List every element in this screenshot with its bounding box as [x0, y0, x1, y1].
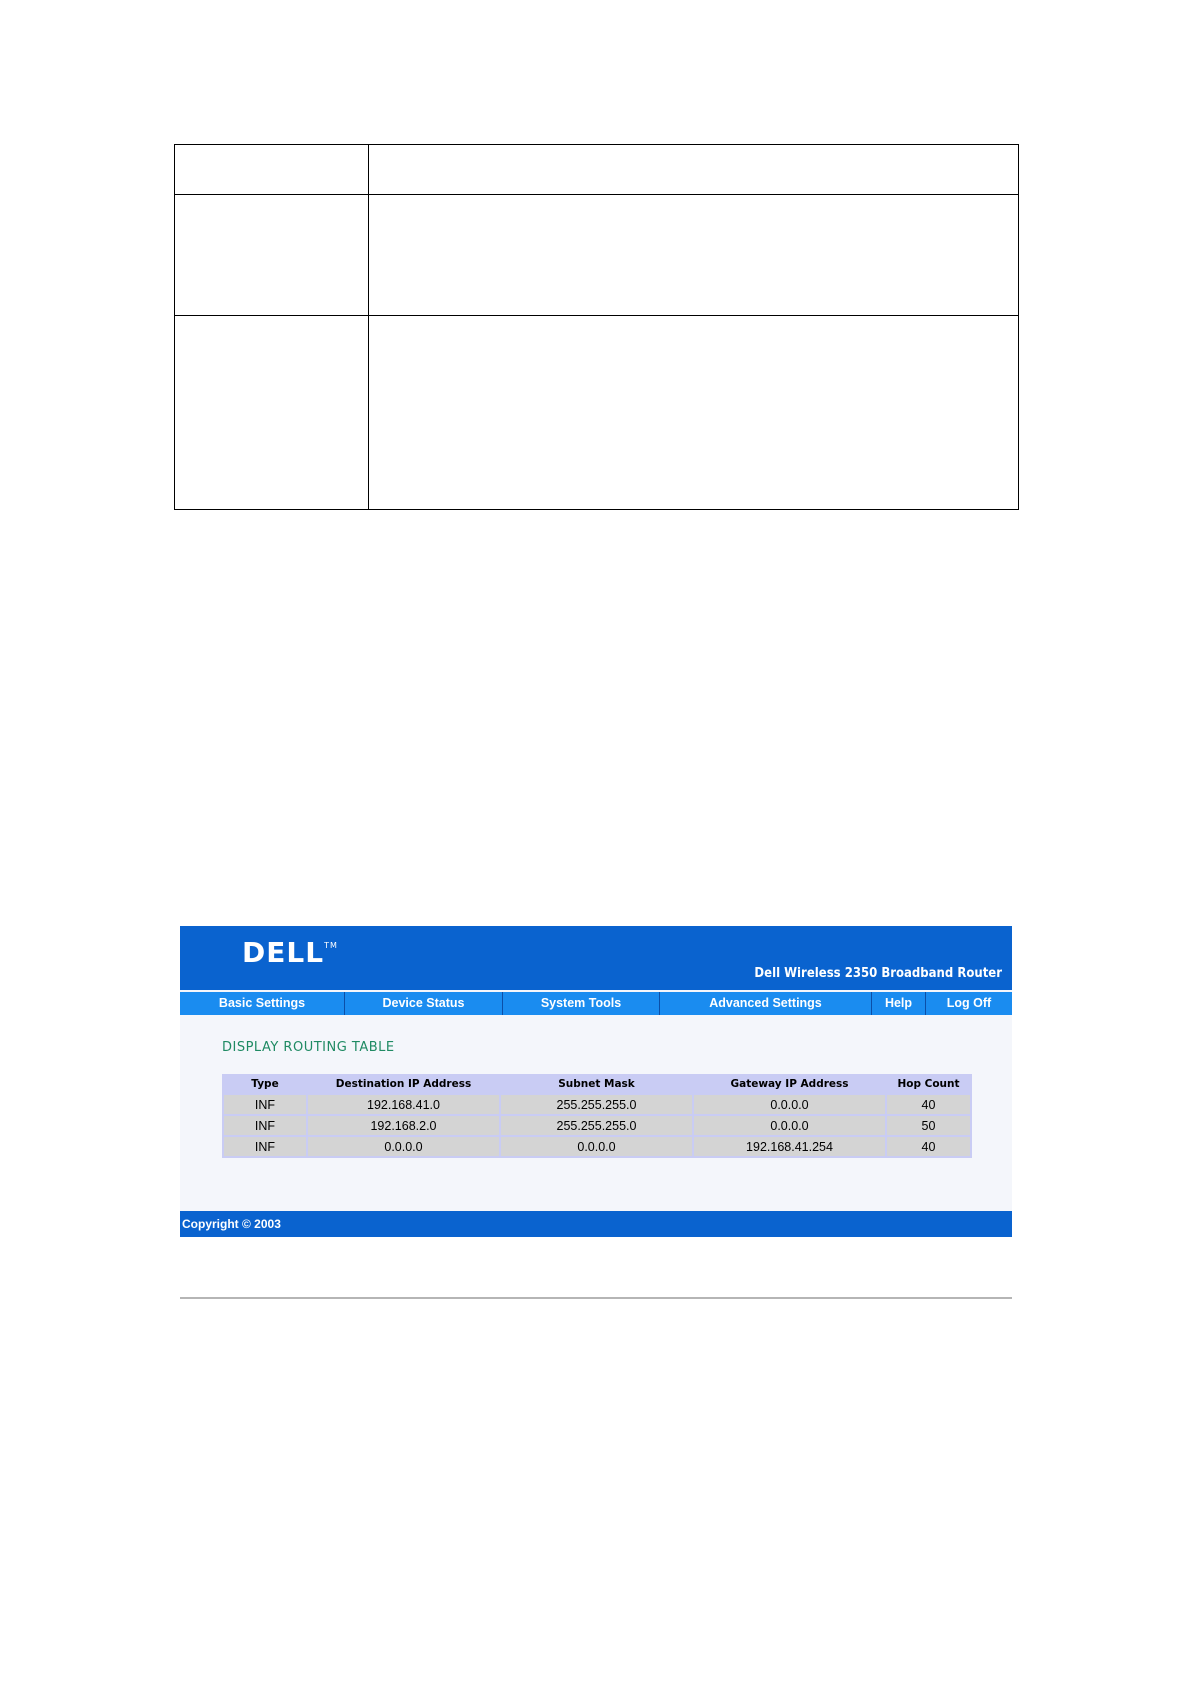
- column-header-subnet-mask: Subnet Mask: [500, 1074, 693, 1094]
- cell-gateway: 192.168.41.254: [693, 1136, 886, 1157]
- cell-hop-count: 50: [886, 1115, 971, 1136]
- column-header-type: Type: [223, 1074, 307, 1094]
- cell-destination: 0.0.0.0: [307, 1136, 500, 1157]
- nav-help[interactable]: Help: [872, 992, 926, 1015]
- routing-table-header: [223, 1074, 971, 1094]
- cell-type: INF: [223, 1136, 307, 1157]
- cell-gateway: 0.0.0.0: [693, 1094, 886, 1115]
- cell-subnet-mask: 255.255.255.0: [500, 1094, 693, 1115]
- horizontal-rule: [180, 1297, 1012, 1299]
- dell-logo: DELL™: [242, 936, 338, 969]
- nav-basic-settings[interactable]: Basic Settings: [180, 992, 345, 1015]
- document-table: [174, 144, 1019, 510]
- column-header-hop-count: Hop Count: [886, 1074, 971, 1094]
- product-title: Dell Wireless 2350 Broadband Router: [754, 966, 1002, 981]
- top-navigation: [180, 992, 1012, 1015]
- cell-hop-count: 40: [886, 1094, 971, 1115]
- routing-table: [222, 1074, 972, 1158]
- header-banner: [180, 926, 1012, 990]
- nav-advanced-settings[interactable]: Advanced Settings: [660, 992, 872, 1015]
- document-table-row: [175, 316, 1019, 510]
- cell-gateway: 0.0.0.0: [693, 1115, 886, 1136]
- cell-subnet-mask: 0.0.0.0: [500, 1136, 693, 1157]
- document-table-row: [175, 145, 1019, 195]
- cell-type: INF: [223, 1094, 307, 1115]
- cell-type: INF: [223, 1115, 307, 1136]
- table-row: [223, 1115, 971, 1136]
- footer-bar: [180, 1211, 1012, 1237]
- nav-system-tools[interactable]: System Tools: [503, 992, 660, 1015]
- copyright-text: Copyright © 2003: [182, 1217, 281, 1231]
- table-row: [223, 1136, 971, 1157]
- page-title: DISPLAY ROUTING TABLE: [222, 1040, 395, 1055]
- router-admin-page: [180, 926, 1012, 1237]
- document-table-row: [175, 195, 1019, 316]
- nav-log-off[interactable]: Log Off: [946, 996, 992, 1010]
- cell-destination: 192.168.2.0: [307, 1115, 500, 1136]
- cell-destination: 192.168.41.0: [307, 1094, 500, 1115]
- nav-device-status[interactable]: Device Status: [345, 992, 503, 1015]
- cell-subnet-mask: 255.255.255.0: [500, 1115, 693, 1136]
- column-header-gateway: Gateway IP Address: [693, 1074, 886, 1094]
- column-header-destination: Destination IP Address: [307, 1074, 500, 1094]
- cell-hop-count: 40: [886, 1136, 971, 1157]
- table-row: [223, 1094, 971, 1115]
